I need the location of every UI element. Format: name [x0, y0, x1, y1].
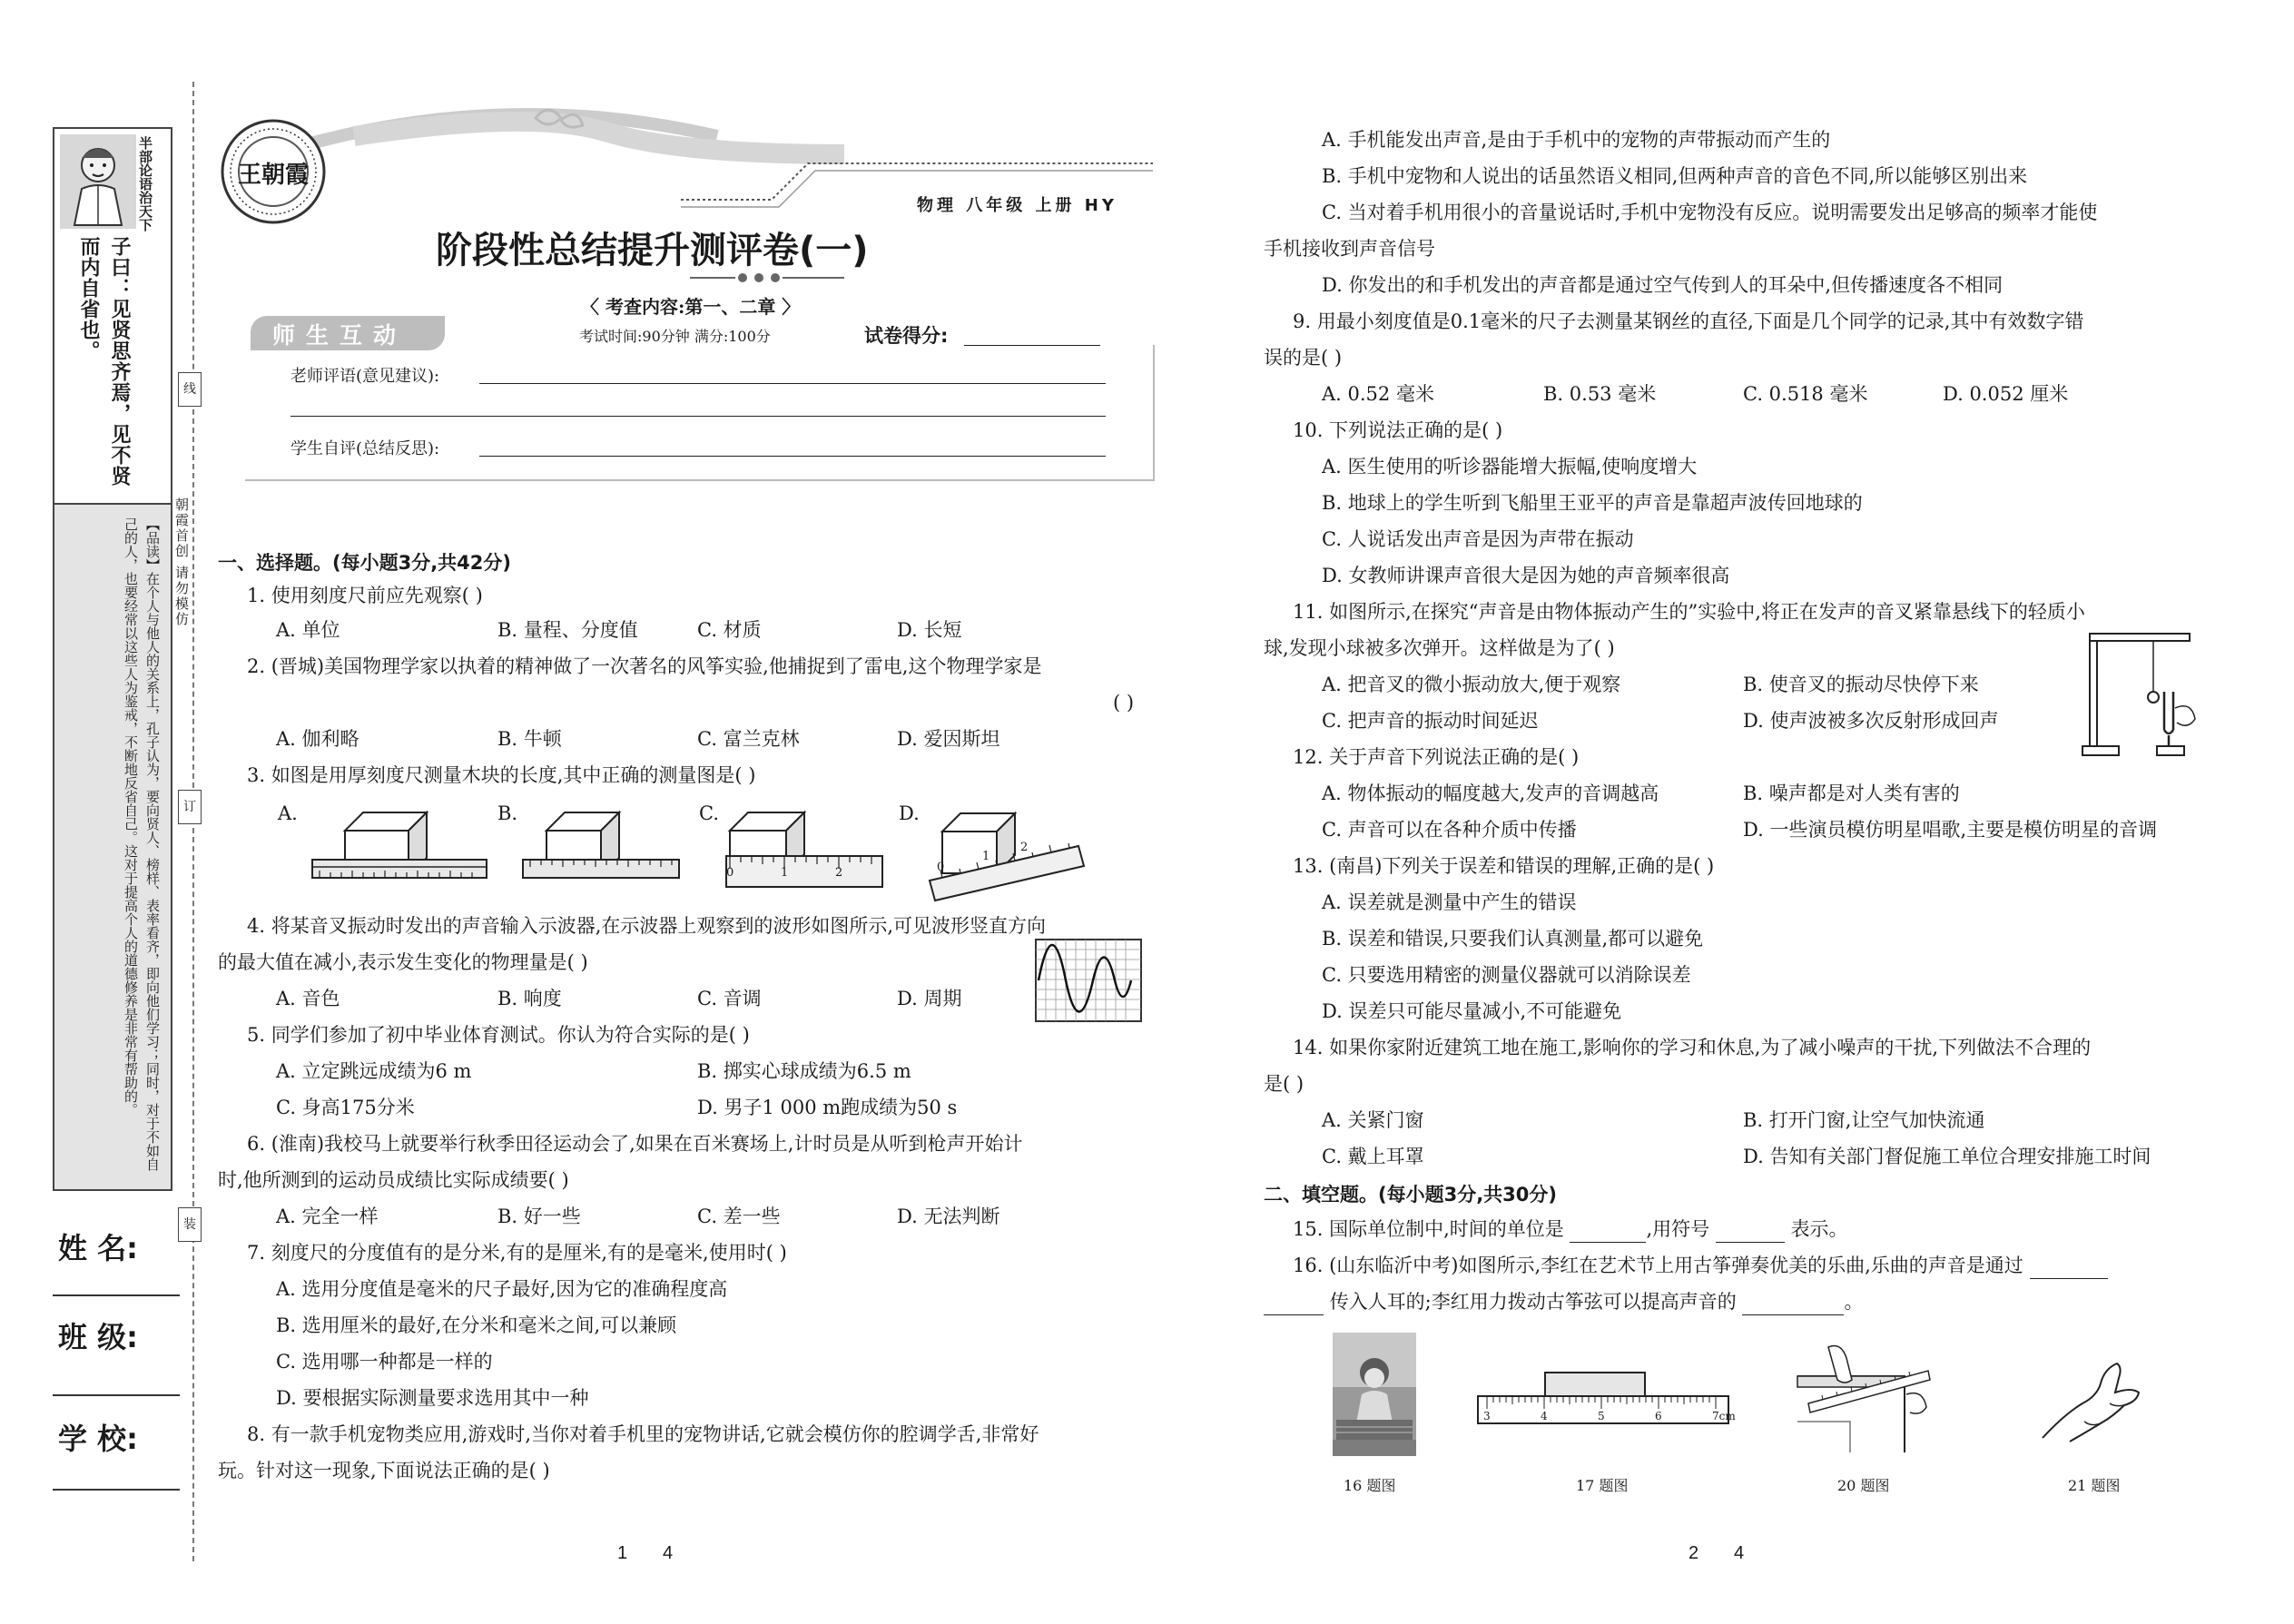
- q2-option-c[interactable]: C. 富兰克林: [697, 728, 800, 750]
- question-14-line-1: 14. 如果你家附近建筑工地在施工,影响你的学习和休息,为了减小噪声的干扰,下列做法不合理的: [1293, 1037, 2092, 1058]
- section-choice-title: 一、选择题。(每小题3分,共42分): [218, 552, 512, 574]
- q3c-ruler-2: 2: [835, 866, 843, 880]
- teacher-comment-line-1[interactable]: [479, 383, 1106, 384]
- copyright-note: 朝霞首创 请勿模仿: [173, 497, 190, 627]
- class-field-line[interactable]: [53, 1394, 180, 1396]
- q14-option-a[interactable]: A. 关紧门窗: [1322, 1109, 1424, 1131]
- q3-option-c-label[interactable]: C.: [699, 802, 719, 824]
- q9-option-b[interactable]: B. 0.53 毫米: [1543, 383, 1657, 405]
- question-4-line-2: 的最大值在减小,表示发生变化的物理量是( ): [218, 951, 588, 973]
- q3-option-a-label[interactable]: A.: [278, 802, 298, 824]
- q6-option-d[interactable]: D. 无法判断: [897, 1206, 1000, 1227]
- q3-figure-b[interactable]: [519, 803, 683, 894]
- q15-blank-2[interactable]: [1716, 1216, 1785, 1243]
- q3d-ruler-2: 2: [1020, 841, 1029, 854]
- q4-option-d[interactable]: D. 周期: [897, 988, 962, 1009]
- q10-option-a[interactable]: A. 医生使用的听诊器能增大振幅,使响度增大: [1322, 456, 1698, 477]
- motto-tag: 半部论语治天下: [137, 136, 153, 231]
- q15-blank-1[interactable]: [1570, 1216, 1646, 1243]
- q14-option-c[interactable]: C. 戴上耳罩: [1322, 1146, 1424, 1167]
- q7-option-b[interactable]: B. 选用厘米的最好,在分米和毫米之间,可以兼顾: [276, 1314, 677, 1336]
- figure-20-caption: 20 题图: [1837, 1477, 1890, 1494]
- question-6-line-1: 6. (淮南)我校马上就要举行秋季田径运动会了,如果在百米赛场上,计时员是从听到枪声开始计: [247, 1133, 1023, 1155]
- q13-option-c[interactable]: C. 只要选用精密的测量仪器就可以消除误差: [1322, 964, 1691, 986]
- question-16-line-1: [1293, 1253, 2108, 1279]
- q16-blank-1-cont[interactable]: [1264, 1289, 1324, 1315]
- logo-text: 王朝霞: [237, 162, 309, 189]
- q16-text-c: 。: [1844, 1291, 1864, 1313]
- question-11-line-2: 球,发现小球被多次弹开。这样做是为了( ): [1264, 637, 1615, 659]
- question-11-line-1: 11. 如图所示,在探究“声音是由物体振动产生的”实验中,将正在发声的音叉紧靠悬线下的轻质小: [1293, 601, 2085, 623]
- question-7: 7. 刻度尺的分度值有的是分米,有的是厘米,有的是毫米,使用时( ): [247, 1242, 787, 1264]
- q16-blank-1[interactable]: [2030, 1253, 2108, 1279]
- q3c-ruler-0: 0: [726, 866, 734, 880]
- hand-pluck-figure: [2037, 1351, 2146, 1445]
- q1-option-a[interactable]: A. 单位: [276, 619, 340, 641]
- teacher-comment-label: 老师评语(意见建议):: [290, 367, 440, 386]
- student-comment-label: 学生自评(总结反思):: [290, 439, 440, 458]
- section-fill-title: 二、填空题。(每小题3分,共30分): [1264, 1184, 1558, 1206]
- q1-option-b[interactable]: B. 量程、分度值: [497, 619, 638, 641]
- confucius-illustration: [60, 134, 136, 229]
- ruler-bending-figure: [1796, 1340, 1932, 1452]
- q2-option-d[interactable]: D. 爱因斯坦: [897, 728, 1000, 750]
- q8-option-c-cont: 手机接收到声音信号: [1264, 238, 1435, 260]
- q13-option-a[interactable]: A. 误差就是测量中产生的错误: [1322, 891, 1577, 913]
- q7-option-c[interactable]: C. 选用哪一种都是一样的: [276, 1351, 493, 1373]
- question-8-line-2: 玩。针对这一现象,下面说法正确的是( ): [218, 1460, 550, 1481]
- guzheng-photo: [1333, 1333, 1416, 1456]
- q11-option-b[interactable]: B. 使音叉的振动尽快停下来: [1743, 674, 1979, 695]
- q10-option-c[interactable]: C. 人说话发出声音是因为声带在振动: [1322, 528, 1634, 550]
- q3-option-d-label[interactable]: D.: [899, 802, 920, 824]
- q13-option-d[interactable]: D. 误差只可能尽量减小,不可能避免: [1322, 1000, 1622, 1022]
- ruler-17-figure: [1476, 1371, 1730, 1434]
- left-page-number: 1 4: [617, 1543, 674, 1563]
- q3c-ruler-1: 1: [781, 866, 789, 880]
- exam-scope: 〈 考查内容:第一、二章 〉: [581, 296, 801, 318]
- q1-option-c[interactable]: C. 材质: [697, 619, 762, 641]
- oscilloscope-figure: [1035, 939, 1142, 1022]
- ruler17-mark-5: 5: [1598, 1410, 1605, 1422]
- q8-option-c[interactable]: C. 当对着手机用很小的音量说话时,手机中宠物没有反应。说明需要发出足够高的频率才能使: [1322, 202, 2098, 223]
- q14-option-d[interactable]: D. 告知有关部门督促施工单位合理安排施工时间: [1743, 1146, 2151, 1167]
- question-2-line-2: ( ): [1113, 692, 1135, 714]
- figure-21-caption: 21 题图: [2068, 1477, 2121, 1494]
- q8-option-d[interactable]: D. 你发出的和手机发出的声音都是通过空气传到人的耳朵中,但传播速度各不相同: [1322, 274, 2004, 296]
- q11-option-a[interactable]: A. 把音叉的微小振动放大,便于观察: [1322, 674, 1621, 695]
- q3-option-b-label[interactable]: B.: [497, 802, 518, 824]
- ruler17-mark-3: 3: [1483, 1410, 1491, 1422]
- q9-option-c[interactable]: C. 0.518 毫米: [1743, 383, 1868, 405]
- q8-option-b[interactable]: B. 手机中宠物和人说出的话虽然语义相同,但两种声音的音色不同,所以能够区别出来: [1322, 165, 2028, 187]
- q9-option-a[interactable]: A. 0.52 毫米: [1322, 383, 1434, 405]
- q3-figure-d[interactable]: [924, 799, 1088, 908]
- q15-text-c: 表示。: [1790, 1218, 1848, 1240]
- q3d-ruler-0: 0: [937, 861, 945, 874]
- question-15: [1293, 1216, 1848, 1243]
- ruler17-mark-4: 4: [1541, 1410, 1548, 1422]
- q12-option-c[interactable]: C. 声音可以在各种介质中传播: [1322, 819, 1577, 841]
- q13-option-b[interactable]: B. 误差和错误,只要我们认真测量,都可以避免: [1322, 928, 1704, 950]
- q8-option-a[interactable]: A. 手机能发出声音,是由于手机中的宠物的声带振动而产生的: [1322, 129, 1831, 151]
- school-label: 学 校:: [58, 1422, 138, 1456]
- student-comment-line-1[interactable]: [479, 456, 1106, 457]
- q4-option-c[interactable]: C. 音调: [697, 988, 762, 1009]
- ruler17-mark-6: 6: [1655, 1410, 1662, 1422]
- sidebar-quote-box: [53, 127, 172, 1191]
- question-6-line-2: 时,他所测到的运动员成绩比实际成绩要( ): [218, 1169, 569, 1191]
- q10-option-b[interactable]: B. 地球上的学生听到飞船里王亚平的声音是靠超声波传回地球的: [1322, 492, 1863, 514]
- q14-option-b[interactable]: B. 打开门窗,让空气加快流通: [1743, 1109, 1985, 1131]
- q6-option-b[interactable]: B. 好一些: [497, 1206, 581, 1227]
- figure-17-caption: 17 题图: [1576, 1477, 1629, 1494]
- q5-option-b[interactable]: B. 掷实心球成绩为6.5 m: [697, 1060, 911, 1082]
- name-label: 姓 名:: [58, 1231, 138, 1265]
- figure-16-caption: 16 题图: [1344, 1477, 1396, 1494]
- q4-option-a[interactable]: A. 音色: [276, 988, 340, 1009]
- score-label: 试卷得分:: [864, 325, 949, 347]
- question-8-line-1: 8. 有一款手机宠物类应用,游戏时,当你对着手机里的宠物讲话,它就会模仿你的腔调学舌,非常好: [247, 1423, 1039, 1445]
- q2-option-a[interactable]: A. 伽利略: [276, 728, 359, 750]
- exam-info: 考试时间:90分钟 满分:100分: [579, 328, 771, 345]
- q11-option-c[interactable]: C. 把声音的振动时间延迟: [1322, 710, 1539, 732]
- q3-figure-c[interactable]: [723, 803, 886, 894]
- confucius-quote: 子曰：见贤思齐焉，见不贤而内自省也。: [77, 236, 131, 487]
- question-9-line-1: 9. 用最小刻度值是0.1毫米的尺子去测量某钢丝的直径,下面是几个同学的记录,其中有效数字错: [1293, 310, 2084, 332]
- question-12: 12. 关于声音下列说法正确的是( ): [1293, 746, 1580, 768]
- q4-option-b[interactable]: B. 响度: [497, 988, 562, 1009]
- q5-option-d[interactable]: D. 男子1 000 m跑成绩为50 s: [697, 1097, 958, 1118]
- commentary-text: 【品读】在个人与他人的关系上，孔子认为，要向贤人、榜样、表率看齐，即向他们学习；同时，对于不如自己的人，也要经常以这些人为鉴戒，不断地反省自己。这对于提高个人的道德修养是非常有帮助的。: [123, 517, 161, 1171]
- q11-option-d[interactable]: D. 使声波被多次反射形成回声: [1743, 710, 1999, 732]
- question-5: 5. 同学们参加了初中毕业体育测试。你认为符合实际的是( ): [247, 1024, 750, 1046]
- class-label: 班 级:: [58, 1320, 138, 1354]
- q16-text-b: 传入人耳的;李红用力拨动古筝弦可以提高声音的: [1329, 1291, 1737, 1313]
- q7-option-d[interactable]: D. 要根据实际测量要求选用其中一种: [276, 1387, 589, 1409]
- teacher-comment-line-2[interactable]: [290, 416, 1106, 417]
- q3d-ruler-1: 1: [982, 850, 990, 863]
- cut-mark-zhuang: 装: [178, 1207, 202, 1242]
- cut-mark-ding: 订: [178, 790, 202, 824]
- q12-option-a[interactable]: A. 物体振动的幅度越大,发声的音调越高: [1322, 782, 1659, 804]
- right-page-number: 2 4: [1689, 1543, 1745, 1563]
- q6-option-a[interactable]: A. 完全一样: [276, 1206, 379, 1227]
- school-field-line[interactable]: [53, 1489, 180, 1491]
- q10-option-d[interactable]: D. 女教师讲课声音很大是因为她的声音频率很高: [1322, 565, 1730, 586]
- q15-text-b: ,用符号: [1646, 1218, 1710, 1240]
- q2-option-b[interactable]: B. 牛顿: [497, 728, 562, 750]
- q16-blank-2[interactable]: [1742, 1289, 1844, 1315]
- question-16-line-2: [1264, 1289, 1863, 1315]
- interaction-label: 师生互动: [272, 322, 408, 349]
- question-10: 10. 下列说法正确的是( ): [1293, 419, 1503, 441]
- q12-option-b[interactable]: B. 噪声都是对人类有害的: [1743, 782, 1960, 804]
- q7-option-a[interactable]: A. 选用分度值是毫米的尺子最好,因为它的准确程度高: [276, 1278, 728, 1300]
- page-title: 阶段性总结提升测评卷(一): [436, 230, 869, 271]
- q5-option-c[interactable]: C. 身高175分米: [276, 1097, 415, 1118]
- q5-option-a[interactable]: A. 立定跳远成绩为6 m: [276, 1060, 472, 1082]
- cut-mark-xian: 线: [178, 372, 202, 407]
- q1-option-d[interactable]: D. 长短: [897, 619, 962, 641]
- q9-option-d[interactable]: D. 0.052 厘米: [1943, 383, 2069, 405]
- question-14-line-2: 是( ): [1264, 1073, 1305, 1095]
- question-3: 3. 如图是用厚刻度尺测量木块的长度,其中正确的测量图是( ): [247, 764, 756, 786]
- question-9-line-2: 误的是( ): [1264, 347, 1343, 369]
- name-field-line[interactable]: [53, 1294, 180, 1296]
- tuning-fork-figure: [2081, 628, 2199, 757]
- q12-option-d[interactable]: D. 一些演员模仿明星唱歌,主要是模仿明星的音调: [1743, 819, 2158, 841]
- question-13: 13. (南昌)下列关于误差和错误的理解,正确的是( ): [1293, 855, 1715, 877]
- q3-figure-a[interactable]: [309, 803, 490, 894]
- q15-text-a: 15. 国际单位制中,时间的单位是: [1293, 1218, 1564, 1240]
- q16-text-a: 16. (山东临沂中考)如图所示,李红在艺术节上用古筝弹奏优美的乐曲,乐曲的声音是通过: [1293, 1255, 2023, 1276]
- question-2-line-1: 2. (晋城)美国物理学家以执着的精神做了一次著名的风筝实验,他捕捉到了雷电,这个物理学家是: [247, 655, 1042, 677]
- q6-option-c[interactable]: C. 差一些: [697, 1206, 781, 1227]
- question-1: 1. 使用刻度尺前应先观察( ): [247, 585, 483, 606]
- ruler17-mark-7: 7cm: [1712, 1410, 1736, 1422]
- question-4-line-1: 4. 将某音叉振动时发出的声音输入示波器,在示波器上观察到的波形如图所示,可见波形竖直方向: [247, 915, 1047, 937]
- subject-info: 物理 八年级 上册 HY: [917, 196, 1117, 215]
